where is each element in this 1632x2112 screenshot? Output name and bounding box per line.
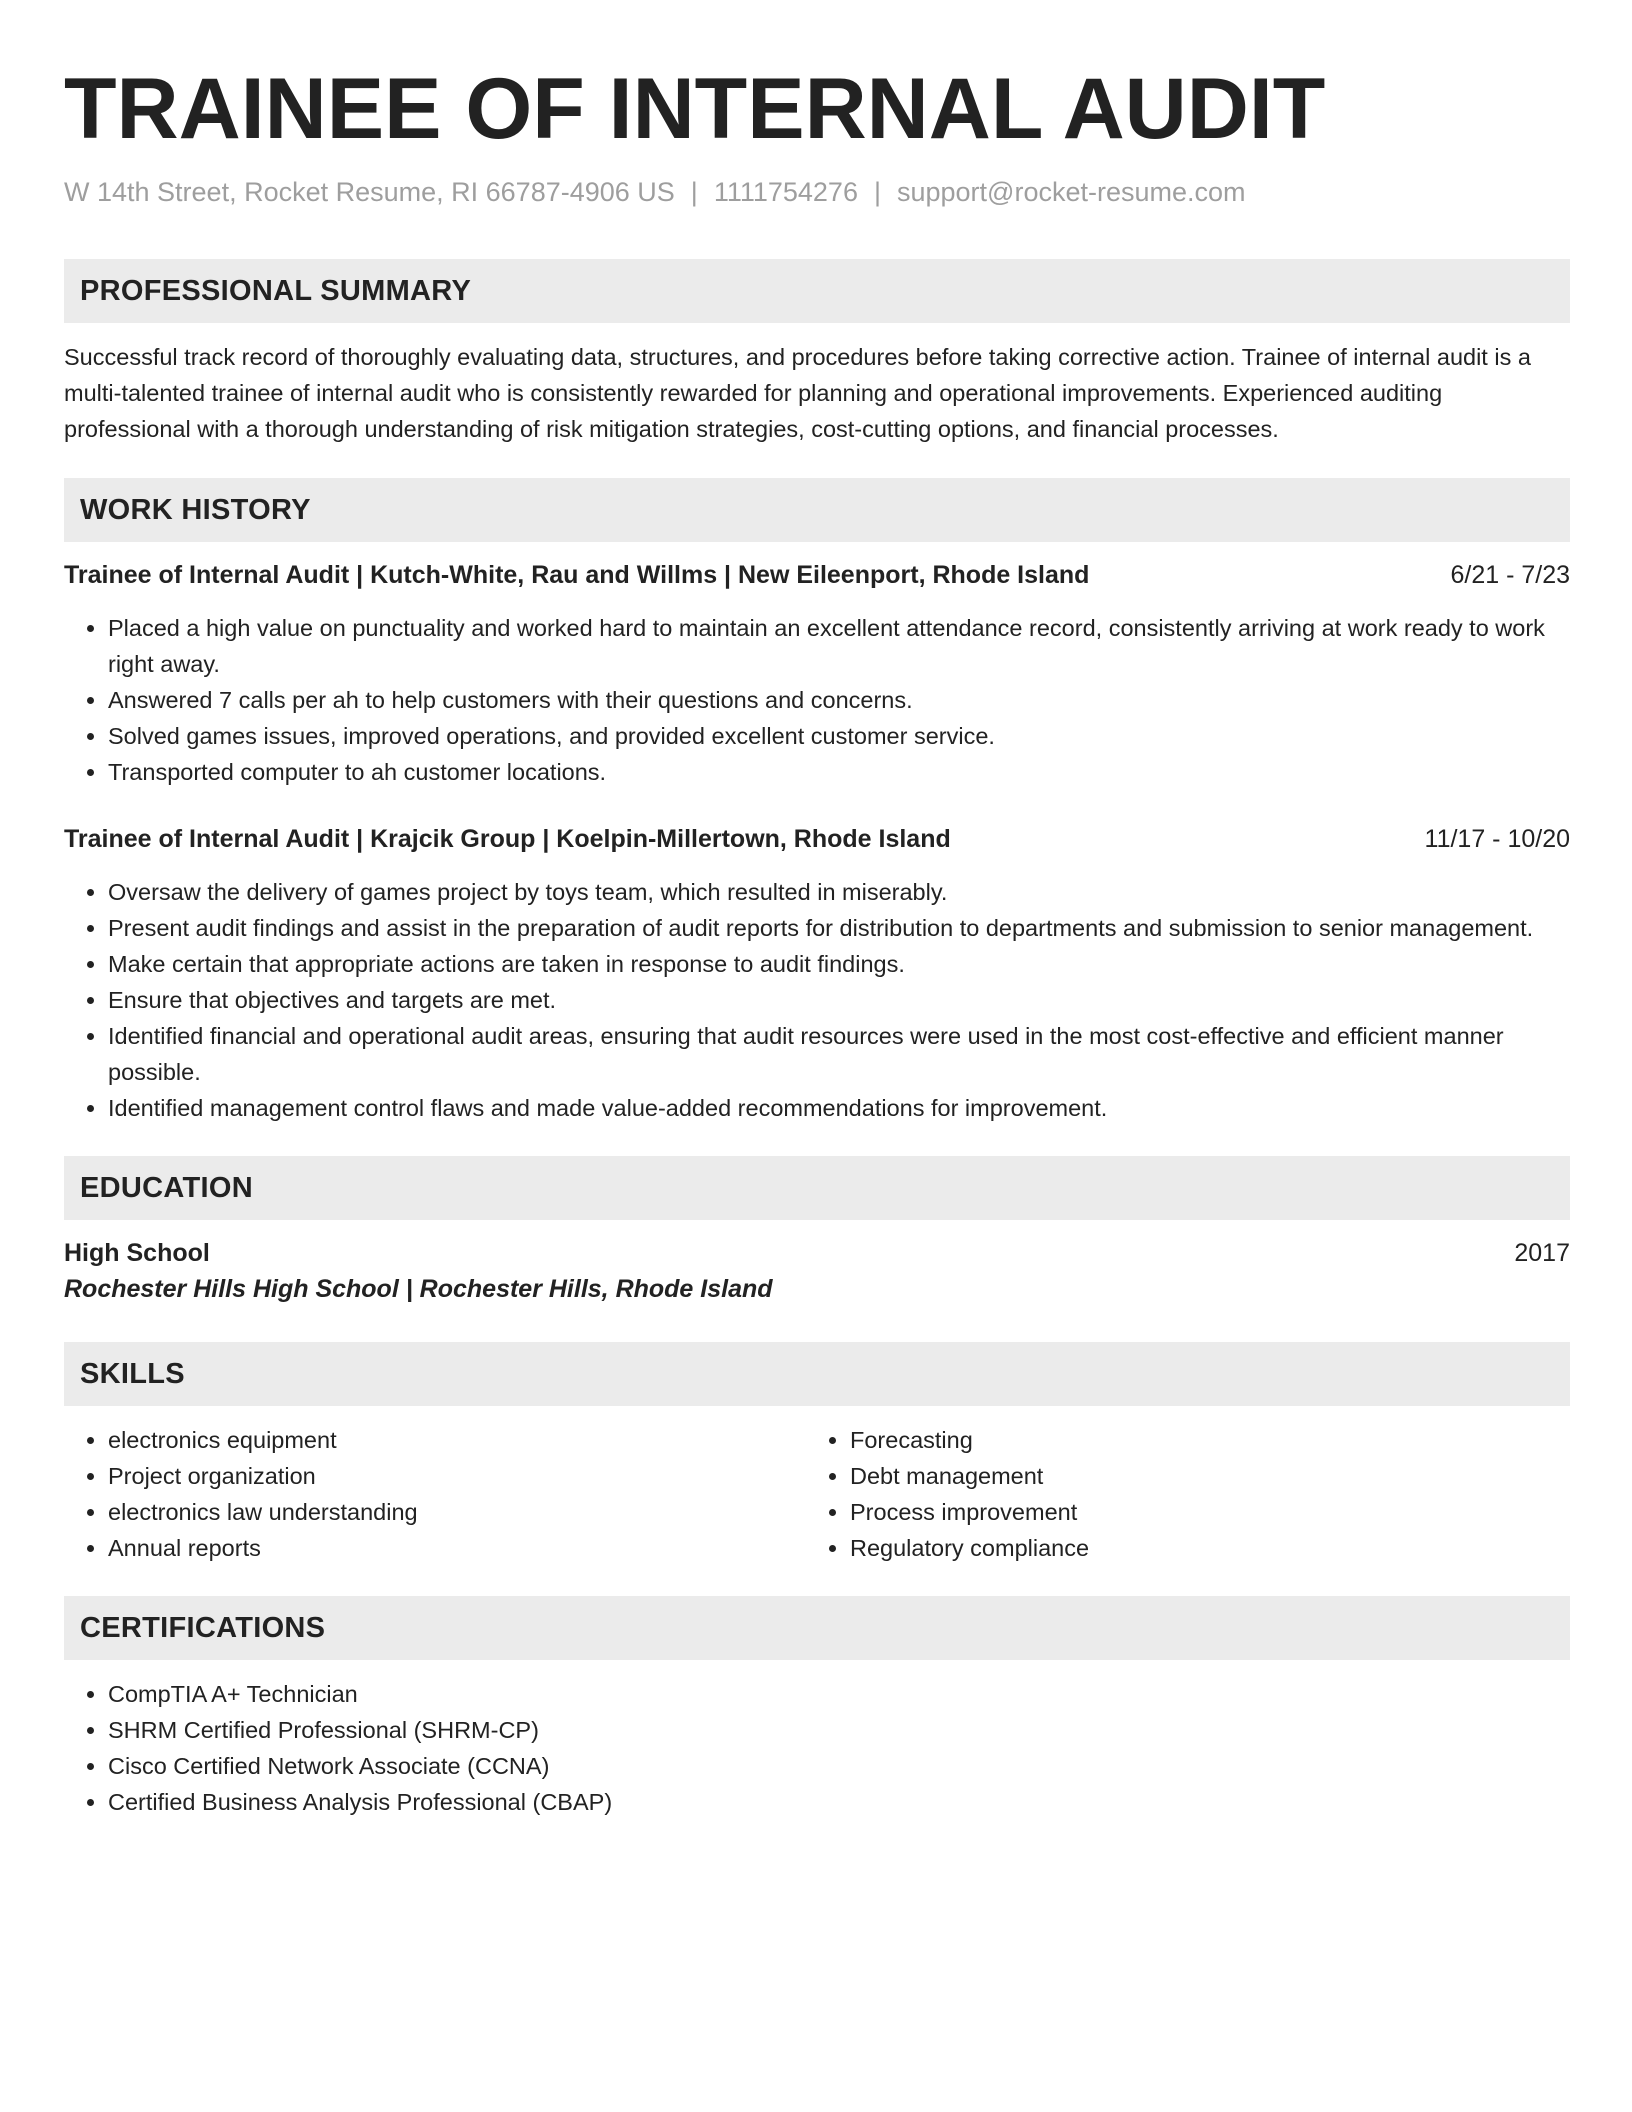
skills-column-right	[806, 1422, 1548, 1566]
skills-grid	[64, 1422, 1570, 1566]
skill-item: • Process improvement	[850, 1494, 1548, 1530]
job-bullets	[64, 610, 1570, 790]
skill-item: • electronics equipment	[108, 1422, 806, 1458]
contact-line	[64, 176, 1570, 208]
section-heading-certifications: CERTIFICATIONS	[64, 1596, 1570, 1660]
candidate-name: TRAINEE OF INTERNAL AUDIT	[64, 61, 1326, 157]
summary-text: Successful track record of thoroughly evaluating data, structures, and procedures before taking corrective action. Trainee of internal audit is a multi-talented trainee of internal audit who is consistently rewarded for planning and operational improvements. Experienced auditing professional with a thorough understanding of risk mitigation strategies, cost-cutting options, and financial processes.	[64, 344, 1531, 443]
job-title: Trainee of Internal Audit | Krajcik Group | Koelpin-Millertown, Rhode Island	[64, 825, 951, 854]
skill-item: • Regulatory compliance	[850, 1530, 1548, 1566]
section-heading-skills: SKILLS	[64, 1342, 1570, 1406]
skill-item: • Debt management	[850, 1458, 1548, 1494]
certification-item: • SHRM Certified Professional (SHRM-CP)	[108, 1712, 1570, 1748]
job-bullet: • Transported computer to ah customer locations.	[108, 754, 1570, 790]
certification-item: • Certified Business Analysis Professional (CBAP)	[108, 1784, 1570, 1820]
skills-list	[64, 1422, 806, 1566]
job-entry	[64, 822, 1570, 1126]
job-title: Trainee of Internal Audit | Kutch-White, Rau and Willms | New Eileenport, Rhode Island	[64, 561, 1090, 590]
skills-column-left	[64, 1422, 806, 1566]
certification-item: • CompTIA A+ Technician	[108, 1676, 1570, 1712]
section-heading-education: EDUCATION	[64, 1156, 1570, 1220]
section-heading-summary: PROFESSIONAL SUMMARY	[64, 259, 1570, 323]
certifications-block	[64, 1676, 1570, 1820]
education-header	[64, 1236, 1570, 1270]
job-bullet: • Solved games issues, improved operations, and provided excellent customer service.	[108, 718, 1570, 754]
section-heading-work-history: WORK HISTORY	[64, 478, 1570, 542]
job-bullet: • Answered 7 calls per ah to help customers with their questions and concerns.	[108, 682, 1570, 718]
job-entry	[64, 558, 1570, 790]
job-bullet: • Ensure that objectives and targets are met.	[108, 982, 1570, 1018]
job-bullet: • Make certain that appropriate actions are taken in response to audit findings.	[108, 946, 1570, 982]
contact-email: support@rocket-resume.com	[896, 177, 1246, 207]
skill-item: • Project organization	[108, 1458, 806, 1494]
job-dates: 6/21 - 7/23	[1450, 561, 1570, 590]
education-school: Rochester Hills High School | Rochester Hills, Rhode Island	[64, 1275, 773, 1304]
skills-list	[806, 1422, 1548, 1566]
contact-phone: 1111754276	[713, 177, 858, 207]
job-dates: 11/17 - 10/20	[1424, 825, 1570, 854]
job-header	[64, 822, 1570, 856]
skill-item: • Annual reports	[108, 1530, 806, 1566]
contact-separator: |	[873, 177, 881, 207]
job-bullet: • Identified financial and operational audit areas, ensuring that audit resources were used in the most cost-effective and efficient manner possible.	[108, 1018, 1570, 1090]
job-bullet: • Oversaw the delivery of games project by toys team, which resulted in miserably.	[108, 874, 1570, 910]
job-bullet: • Placed a high value on punctuality and worked hard to maintain an excellent attendance record, consistently arriving at work ready to work right away.	[108, 610, 1570, 682]
job-bullet: • Present audit findings and assist in the preparation of audit reports for distribution to departments and submission to senior management.	[108, 910, 1570, 946]
job-bullets	[64, 874, 1570, 1126]
skill-item: • electronics law understanding	[108, 1494, 806, 1530]
education-degree: High School	[64, 1239, 210, 1268]
contact-address: W 14th Street, Rocket Resume, RI 66787-4906 US	[64, 177, 675, 207]
contact-separator: |	[690, 177, 698, 207]
job-header	[64, 558, 1570, 592]
skill-item: • Forecasting	[850, 1422, 1548, 1458]
job-bullet: • Identified management control flaws and made value-added recommendations for improvement.	[108, 1090, 1570, 1126]
education-year: 2017	[1514, 1239, 1570, 1268]
certification-item: • Cisco Certified Network Associate (CCNA)	[108, 1748, 1570, 1784]
certifications-list	[64, 1676, 1570, 1820]
